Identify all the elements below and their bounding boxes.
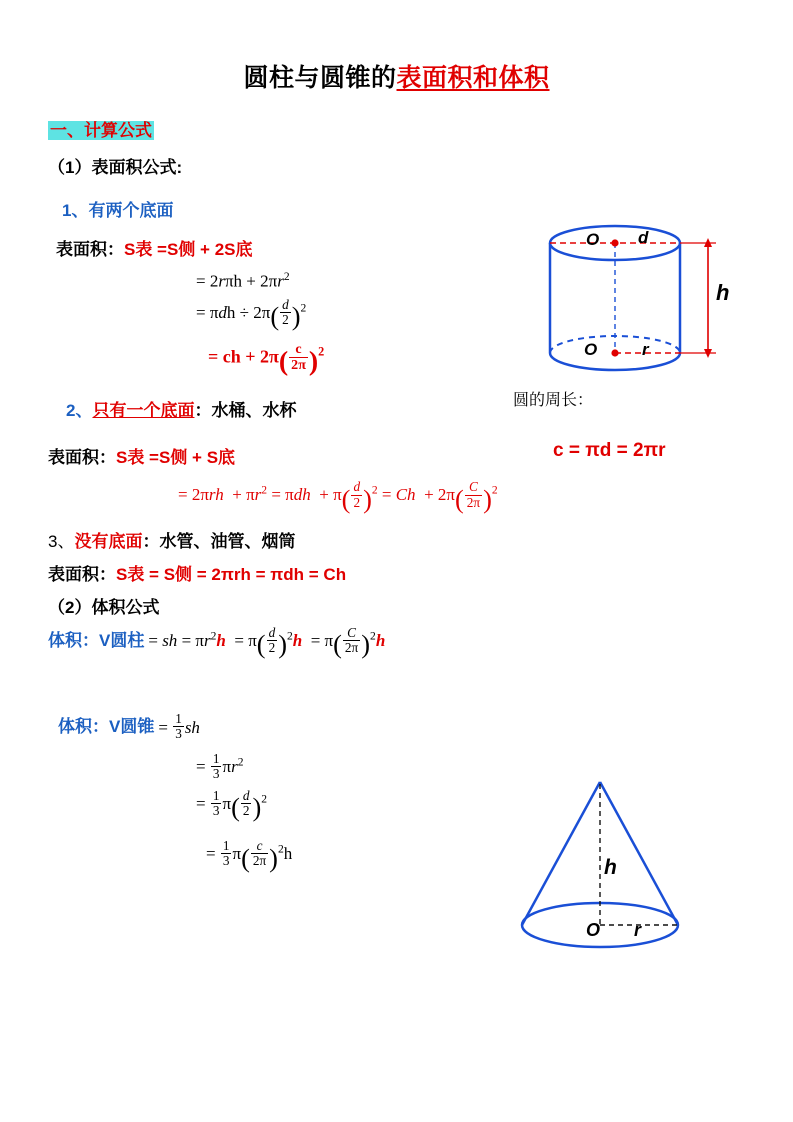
cylinder-label-r: r <box>642 340 649 359</box>
sub3-num: 3、 <box>48 531 75 551</box>
cone-label-O: O <box>586 920 601 940</box>
sub2-label: 只有一个底面 <box>92 401 195 421</box>
cylinder-label-O-bottom: O <box>584 340 598 359</box>
volume-cylinder-label: 体积：V圆柱 <box>48 631 145 651</box>
volume-cone-eq2: = $\frac{1}{3}$ $\pi r^2$ <box>196 750 244 781</box>
cone-diagram <box>500 770 730 970</box>
sub2-surface-label: 表面积： <box>48 448 116 468</box>
sub1-eq1: = $2r\pi h + 2\pi r^2$ <box>196 270 290 291</box>
volume-cone-line: 体积：V圆锥 = $\frac{1}{3}$ sh <box>58 711 200 742</box>
circle-perimeter-formula <box>553 440 666 462</box>
volume-formula-label: （2）体积公式 <box>48 597 160 617</box>
circle-perimeter-formula-text: c = πd = 2πr <box>553 440 666 461</box>
sub2-eq1: = $2\pi rh + \pi r^2 = \pi dh + \pi$( $\frac{d}{2}$ )$^2$ = Ch + 2π( $\frac{C}{2\pi}$ )$^2$ <box>178 479 498 514</box>
sub3-examples: ：水管、油管、烟筒 <box>142 531 296 551</box>
cylinder-diagram <box>520 218 740 398</box>
sub1-eq2: = πdh ÷ 2π( $\frac{d}{2}$ )$^2$ <box>196 296 307 332</box>
cylinder-label-d: d <box>638 228 649 247</box>
sub3-surface-label: 表面积： <box>48 564 116 584</box>
section-heading <box>48 116 745 141</box>
sub1-eq3: = ch + 2π( $\frac{c}{2\pi}$ )$^2$ <box>208 341 325 378</box>
title-part-2: 表面积和体积 <box>396 64 550 92</box>
surface-area-formula-label: （1）表面积公式: <box>48 158 183 177</box>
section-heading-text: 一、计算公式 <box>50 121 152 140</box>
sub3-surface-line <box>48 560 745 585</box>
cone-label-r: r <box>634 920 642 940</box>
cylinder-label-O-top: O <box>586 230 600 249</box>
circle-perimeter-text: 圆的周长： <box>513 392 594 409</box>
sub-item-3-line <box>48 527 745 552</box>
sub3-surface-formula: S表 = S侧 = 2πrh = πdh = Ch <box>116 564 347 584</box>
sub1-surface-formula: S表 =S侧 + 2S底 <box>124 240 253 259</box>
volume-cylinder-line: 体积：V圆柱 = sh = $\pi r^2h = \pi$( $\frac{d}{2}$ )$^2$h = π( $\frac{C}{2\pi}$ )$^2$h <box>48 624 386 660</box>
volume-cone-label: 体积：V圆锥 <box>58 717 155 737</box>
cone-label-h: h <box>604 856 617 879</box>
sub1-surface-label: 表面积： <box>56 240 124 259</box>
sub3-label: 没有底面 <box>74 531 143 551</box>
volume-cone-eq4: = $\frac{1}{3}$ π( $\frac{c}{2\pi}$ )$^2$h <box>206 838 293 873</box>
cylinder-label-h: h <box>716 280 730 305</box>
sub-item-1-label: 1、有两个底面 <box>62 201 174 220</box>
volume-cone-eq3: = $\frac{1}{3}$ π( $\frac{d}{2}$ )$^2$ <box>196 787 268 823</box>
sub2-num: 2、 <box>66 401 93 421</box>
sub2-surface-formula: S表 =S侧 + S底 <box>116 448 236 468</box>
title-part-1: 圆柱与圆锥的 <box>243 64 397 92</box>
circle-perimeter-label <box>513 387 593 410</box>
sub2-examples: ：水桶、水杯 <box>194 401 297 421</box>
cylinder-svg <box>520 218 740 398</box>
page-title <box>48 58 745 94</box>
sub-item-2-line <box>66 396 745 421</box>
